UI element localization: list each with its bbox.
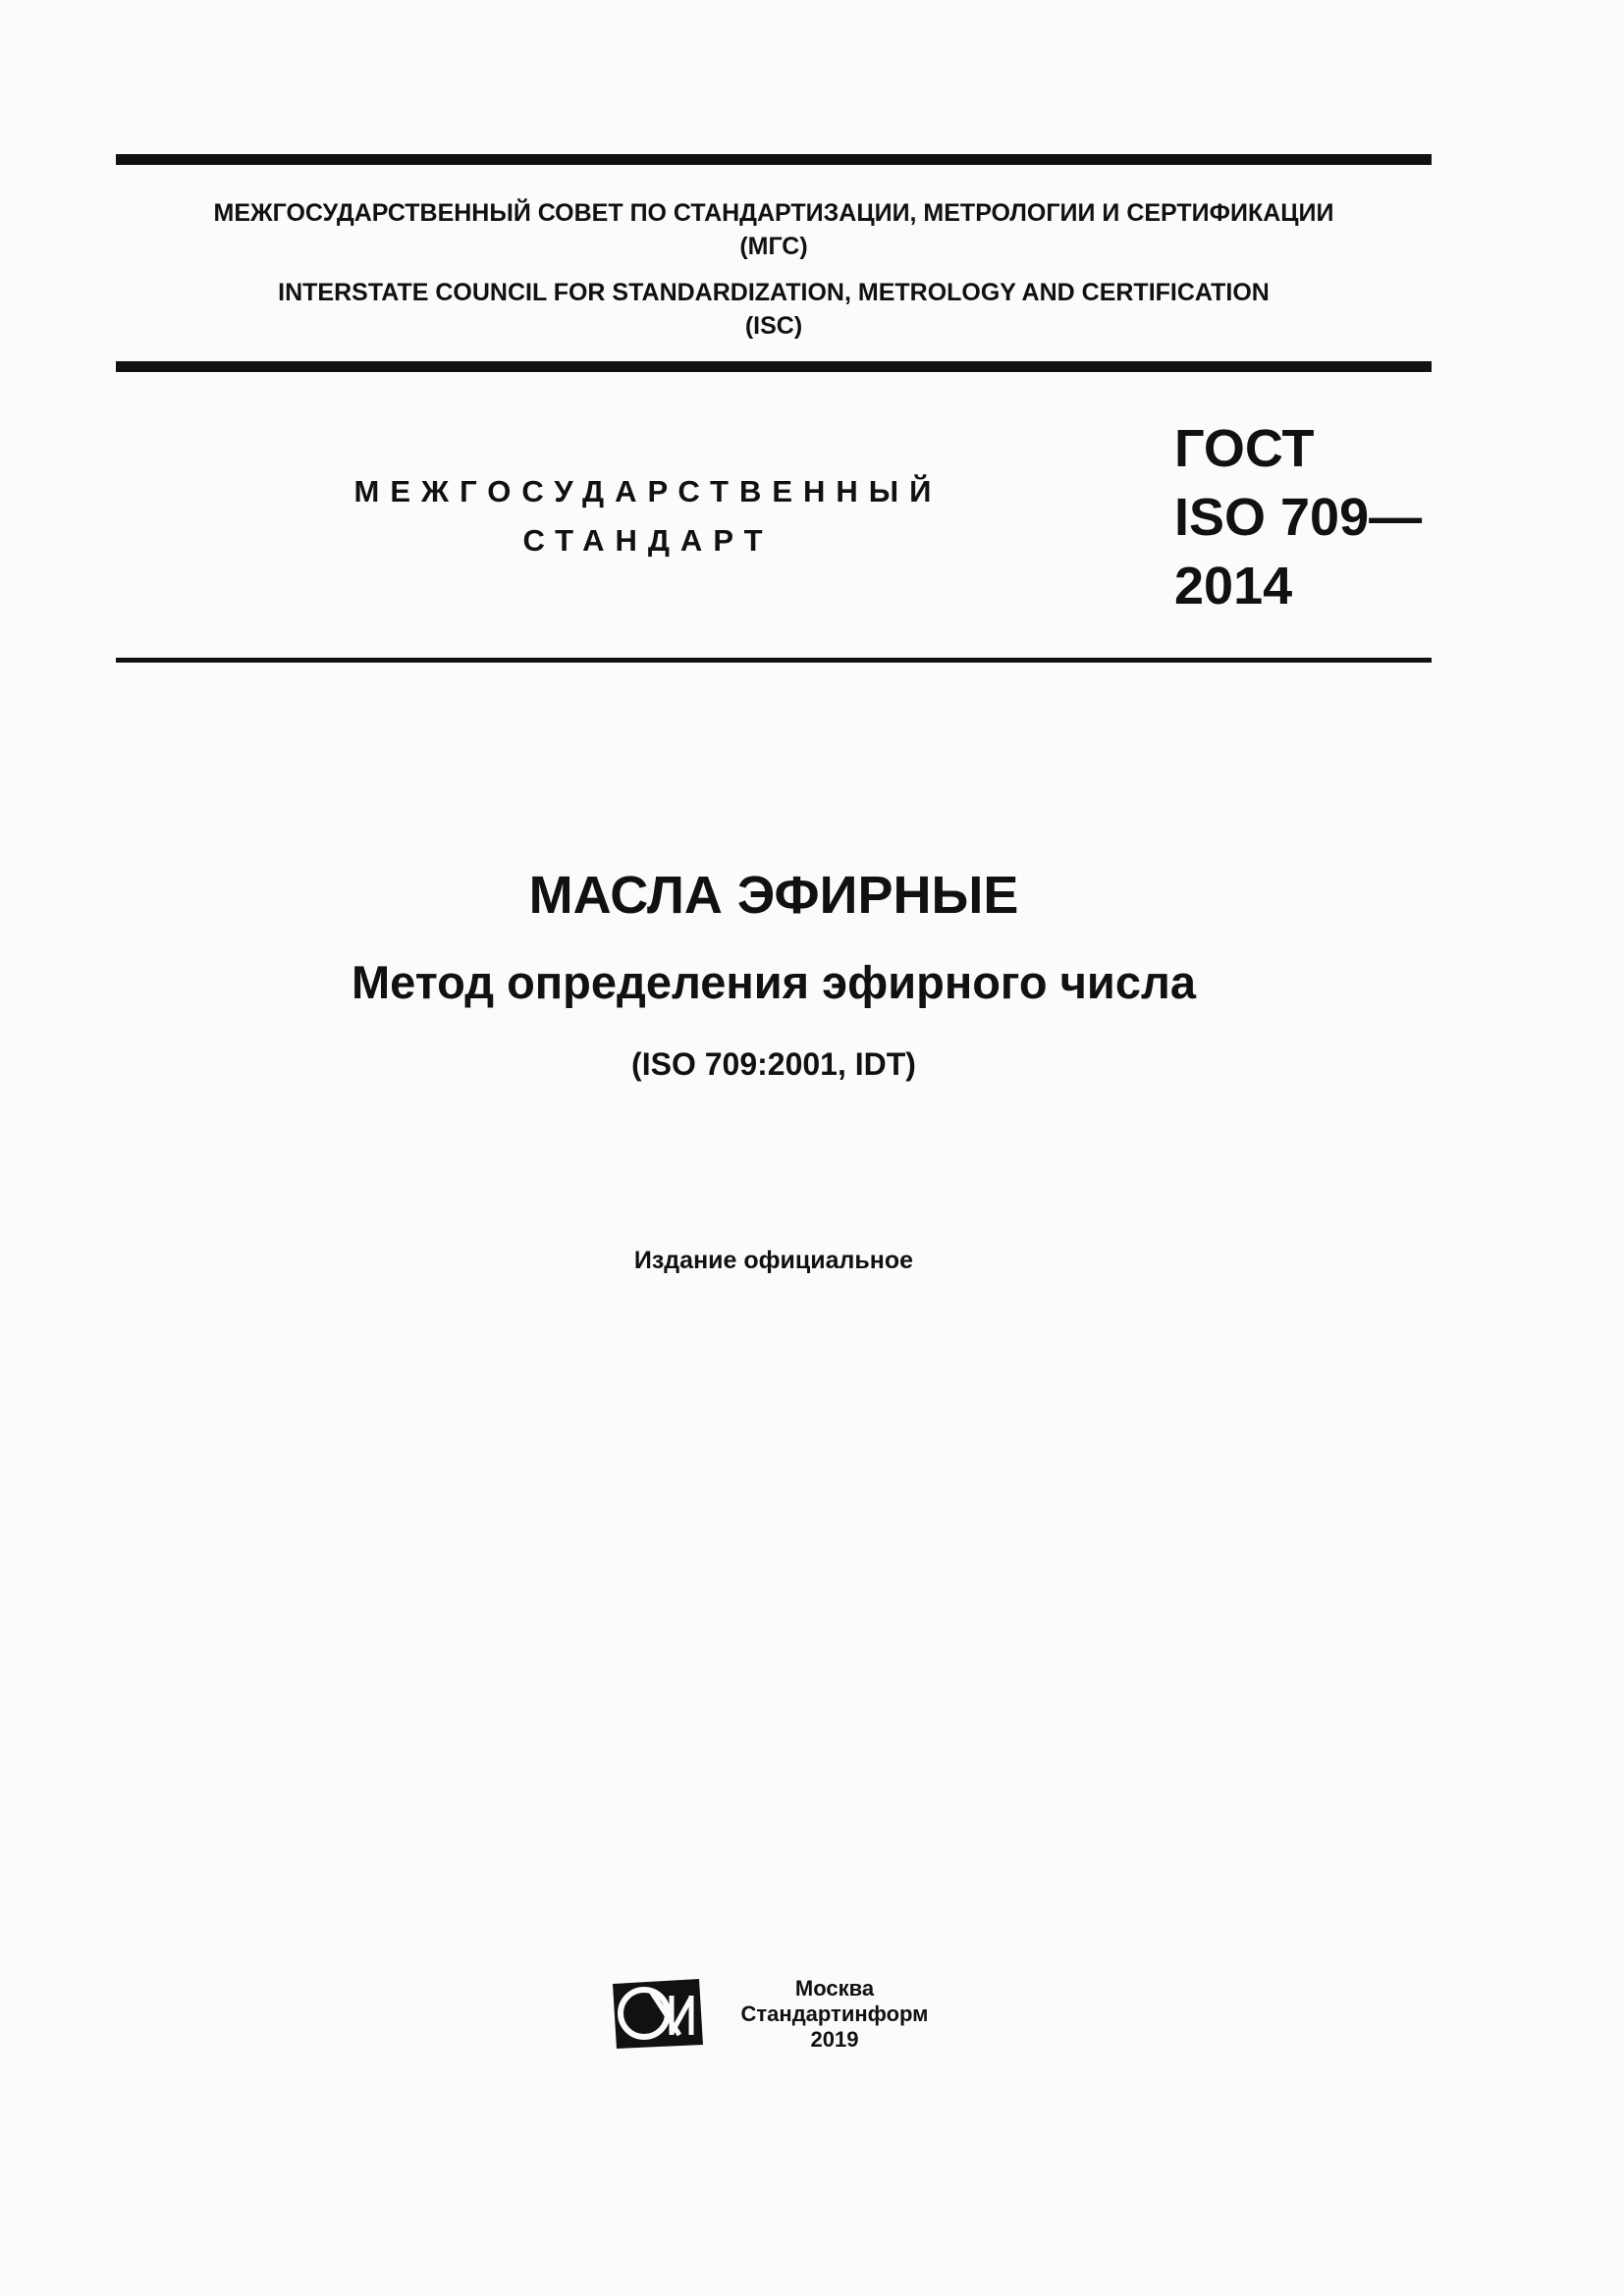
standard-number-line3: 2014 — [1174, 557, 1293, 615]
publisher-block — [717, 1976, 952, 2053]
top-rule — [116, 154, 1432, 165]
standard-number-line1: ГОСТ — [1174, 419, 1315, 478]
middle-rule — [116, 361, 1432, 372]
iso-reference: (ISO 709:2001, IDT) — [631, 1046, 916, 1082]
council-ru-line1: МЕЖГОСУДАРСТВЕННЫЙ СОВЕТ ПО СТАНДАРТИЗАЦИИ, МЕТРОЛОГИИ И СЕРТИФИКАЦИИ — [213, 199, 1334, 227]
document-subtitle: Метод определения эфирного числа — [352, 956, 1196, 1008]
council-ru-abbrev: (МГС) — [739, 233, 808, 260]
standard-type-line1: МЕЖГОСУДАРСТВЕННЫЙ — [353, 474, 943, 508]
bottom-header-rule — [116, 658, 1432, 663]
council-name-en — [116, 276, 1432, 343]
standartinform-logo-icon — [611, 1976, 705, 2051]
publisher-city: Москва — [794, 1976, 875, 2001]
publisher-name: Стандартинформ — [740, 2002, 929, 2026]
standard-number-line2: ISO 709— — [1174, 488, 1423, 547]
standard-number — [1174, 414, 1422, 620]
council-en-line1: INTERSTATE COUNCIL FOR STANDARDIZATION, METROLOGY AND CERTIFICATION — [278, 279, 1270, 306]
council-name-ru — [116, 196, 1432, 263]
publisher-year: 2019 — [810, 2027, 859, 2052]
council-en-abbrev: (ISC) — [744, 312, 803, 340]
standard-type-line2: СТАНДАРТ — [522, 523, 774, 558]
edition-label: Издание официальное — [633, 1247, 914, 1274]
document-title: МАСЛА ЭФИРНЫЕ — [528, 866, 1019, 925]
standard-type — [295, 467, 1001, 565]
